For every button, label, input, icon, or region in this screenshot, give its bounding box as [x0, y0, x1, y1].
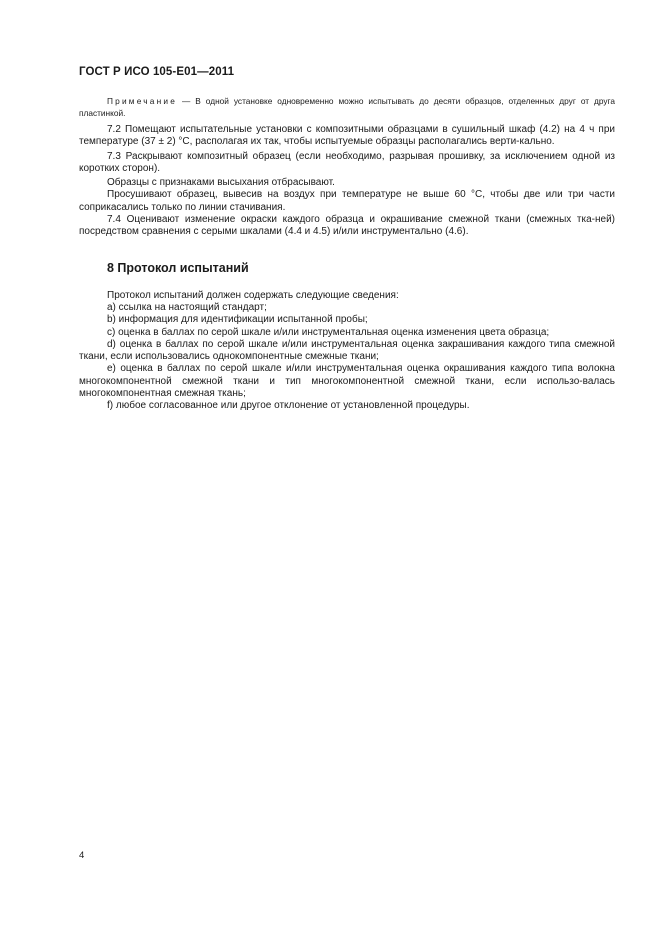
list-item-f: f) любое согласованное или другое отклонение от установленной процедуры.: [107, 400, 470, 412]
section-8-title: 8 Протокол испытаний: [107, 260, 249, 275]
paragraph-drying: Просушивают образец, вывесив на воздух при температуре не выше 60 °С, чтобы две или три части соприкасались только по линии стачивания.: [79, 189, 615, 213]
note-text: — В одной установке одновременно можно испытывать до десяти образцов, отделенных друг от друга пластинкой.: [79, 96, 615, 118]
paragraph-discard: Образцы с признаками высыхания отбрасывают.: [107, 177, 335, 189]
document-body: [79, 96, 615, 413]
page-number: 4: [79, 850, 85, 861]
list-item-c: c) оценка в баллах по серой шкале и/или инструментальная оценка изменения цвета образца;: [107, 326, 550, 338]
list-item-d: d) оценка в баллах по серой шкале и/или инструментальная оценка закрашивания каждого типа смежной ткани, если использовались однокомпонентные смежные ткани;: [79, 338, 615, 363]
paragraph-7-4: 7.4 Оценивают изменение окраски каждого образца и окрашивание смежной ткани (смежных тка-ней) посредством сравнения с серыми шкалами (4.4 и 4.5) и/или инструментально (4.6).: [79, 214, 615, 238]
section-8-intro: Протокол испытаний должен содержать следующие сведения:: [107, 289, 399, 301]
paragraph-7-3: 7.3 Раскрывают композитный образец (если необходимо, разрывая прошивку, за исключением одной из коротких сторон).: [79, 150, 615, 174]
note-label: Примечание: [107, 96, 178, 106]
paragraph-7-2: 7.2 Помещают испытательные установки с композитными образцами в сушильный шкаф (4.2) на 4 ч при температуре (37 ± 2) °С, располагая их так, чтобы испытуемые образцы располагались верти-кально.: [79, 124, 615, 148]
list-item-b: b) информация для идентификации испытанной пробы;: [107, 314, 368, 326]
list-item-a: a) ссылка на настоящий стандарт;: [107, 301, 267, 313]
note-paragraph: [79, 96, 615, 119]
list-item-e: e) оценка в баллах по серой шкале и/или инструментальная оценка окрашивания каждого типа волокна многокомпонентной смежной ткани и тип многокомпонентной смежной ткани, если использо-валась многокомпонентная смежная ткань;: [79, 363, 615, 400]
document-header: ГОСТ Р ИСО 105-E01—2011: [79, 66, 235, 78]
